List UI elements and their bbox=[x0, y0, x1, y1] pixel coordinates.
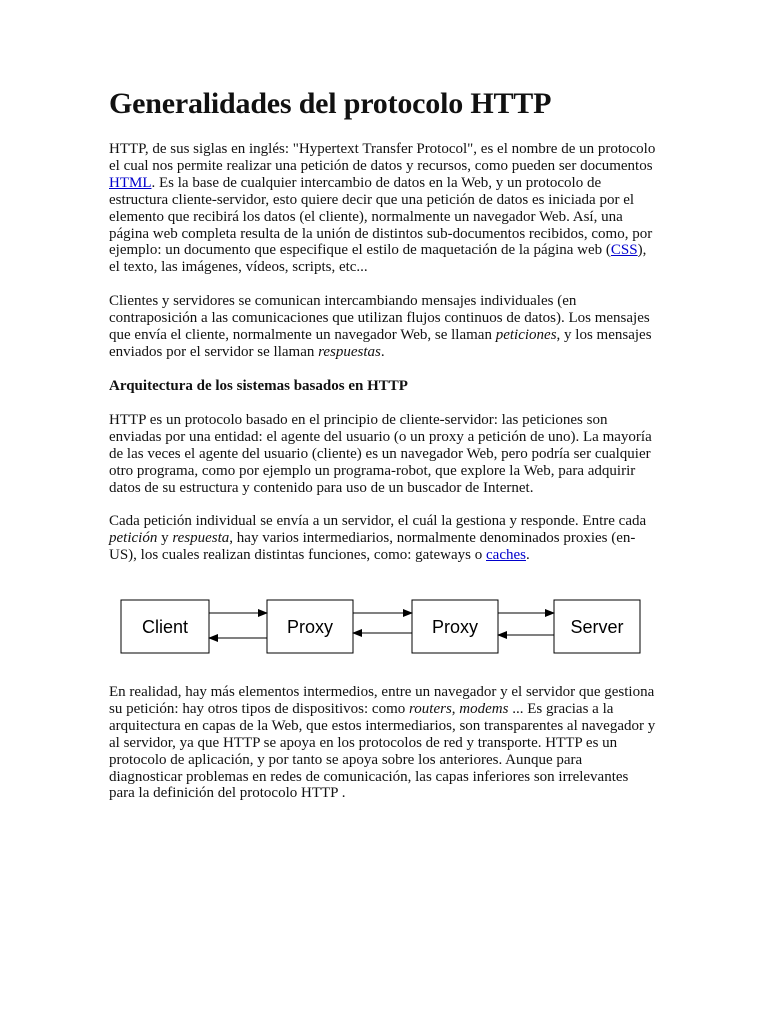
text-run: y bbox=[157, 530, 173, 547]
node-label: Proxy bbox=[286, 617, 334, 637]
node-label: Client bbox=[141, 617, 189, 637]
node-label: Proxy bbox=[431, 617, 479, 637]
text-run: . bbox=[525, 547, 530, 564]
text-run: HTTP, de sus siglas en inglés: "Hypertext Transfer Protocol", es el nombre de un protocolo el cual nos permite realizar una petición de datos y recursos, como pueden ser documentos bbox=[109, 141, 656, 174]
paragraph-network-layers bbox=[109, 684, 657, 802]
paragraph-intermediaries bbox=[109, 513, 657, 564]
css-link[interactable]: CSS bbox=[610, 242, 638, 259]
diagram-svg bbox=[120, 598, 642, 656]
emphasis-respuesta: respuesta bbox=[172, 530, 230, 547]
document-body-continued bbox=[109, 684, 657, 802]
text-run: Clientes y servidores se comunican intercambiando mensajes individuales (en contraposición a las comunicaciones que utilizan flujos continuos de datos). Los mensajes que envía el cliente, normalmente un navegador Web, se llaman bbox=[109, 293, 650, 344]
text-run: , hay varios intermediarios, normalmente denominados proxies (en-US), los cuales realizan distintas funciones, como: gateways o bbox=[109, 530, 636, 564]
text-run: Cada petición individual se envía a un servidor, el cuál la gestiona y responde. Entre cada bbox=[109, 513, 647, 530]
emphasis-respuestas: respuestas bbox=[318, 343, 381, 360]
http-flow-diagram bbox=[120, 598, 642, 656]
paragraph-messages bbox=[109, 293, 657, 361]
paragraph-architecture: HTTP es un protocolo basado en el principio de cliente-servidor: las peticiones son enviadas por una entidad: el agente del usuario (o un proxy a petición de uno). La mayoría de las veces el agente del usuario (cliente) es un navegador Web, pero podría ser cualquier otro programa, como por ejemplo un programa-robot, que explore la Web, para adquirir datos de su estructura y contenido para uso de un buscador de Internet. bbox=[109, 411, 652, 496]
node-client bbox=[121, 600, 209, 653]
page-title: Generalidades del protocolo HTTP bbox=[109, 87, 552, 120]
node-proxy-2 bbox=[412, 600, 498, 653]
text-run: ), el texto, las imágenes, vídeos, scripts, etc... bbox=[109, 242, 647, 276]
emphasis-peticion: petición bbox=[109, 530, 158, 547]
text-run: , bbox=[451, 700, 460, 717]
section-heading: Arquitectura de los sistemas basados en HTTP bbox=[109, 377, 408, 394]
text-run: . bbox=[380, 343, 385, 360]
node-server bbox=[554, 600, 640, 653]
document-body bbox=[109, 86, 657, 564]
emphasis-peticiones: peticiones bbox=[495, 327, 557, 344]
text-run: En realidad, hay más elementos intermedios, entre un navegador y el servidor que gestiona su petición: hay otros tipos de dispositivos: como bbox=[109, 684, 655, 717]
caches-link[interactable]: caches bbox=[486, 547, 526, 564]
html-link[interactable]: HTML bbox=[109, 174, 152, 191]
emphasis-modems: modems bbox=[459, 700, 509, 717]
text-run: , y los mensajes enviados por el servidor se llaman bbox=[109, 327, 652, 360]
text-run: . Es la base de cualquier intercambio de datos en la Web, y un protocolo de estructura cliente-servidor, esto quiere decir que una petición de datos es iniciada por el elemento que recibirá los datos (el cliente), normalmente un navegador Web. Así, una página web completa resulta de la unión de distintos sub-documentos recibidos, como, por ejemplo: un documento que especifique el estilo de maquetación de la página web ( bbox=[109, 174, 653, 259]
emphasis-routers: routers bbox=[409, 700, 452, 717]
node-label: Server bbox=[570, 617, 624, 637]
paragraph-intro bbox=[109, 141, 657, 276]
node-proxy-1 bbox=[267, 600, 353, 653]
text-run: ... Es gracias a la arquitectura en capas de la Web, que estos intermediarios, son transparentes al navegador y al servidor, ya que HTTP se apoya en los protocolos de red y transporte. HTTP es un protocolo de aplicación, y por tanto se apoya sobre los anteriores. Aunque para diagnosticar problemas en redes de comunicación, las capas inferiores son irrelevantes para la definición del protocolo HTTP . bbox=[109, 700, 656, 802]
